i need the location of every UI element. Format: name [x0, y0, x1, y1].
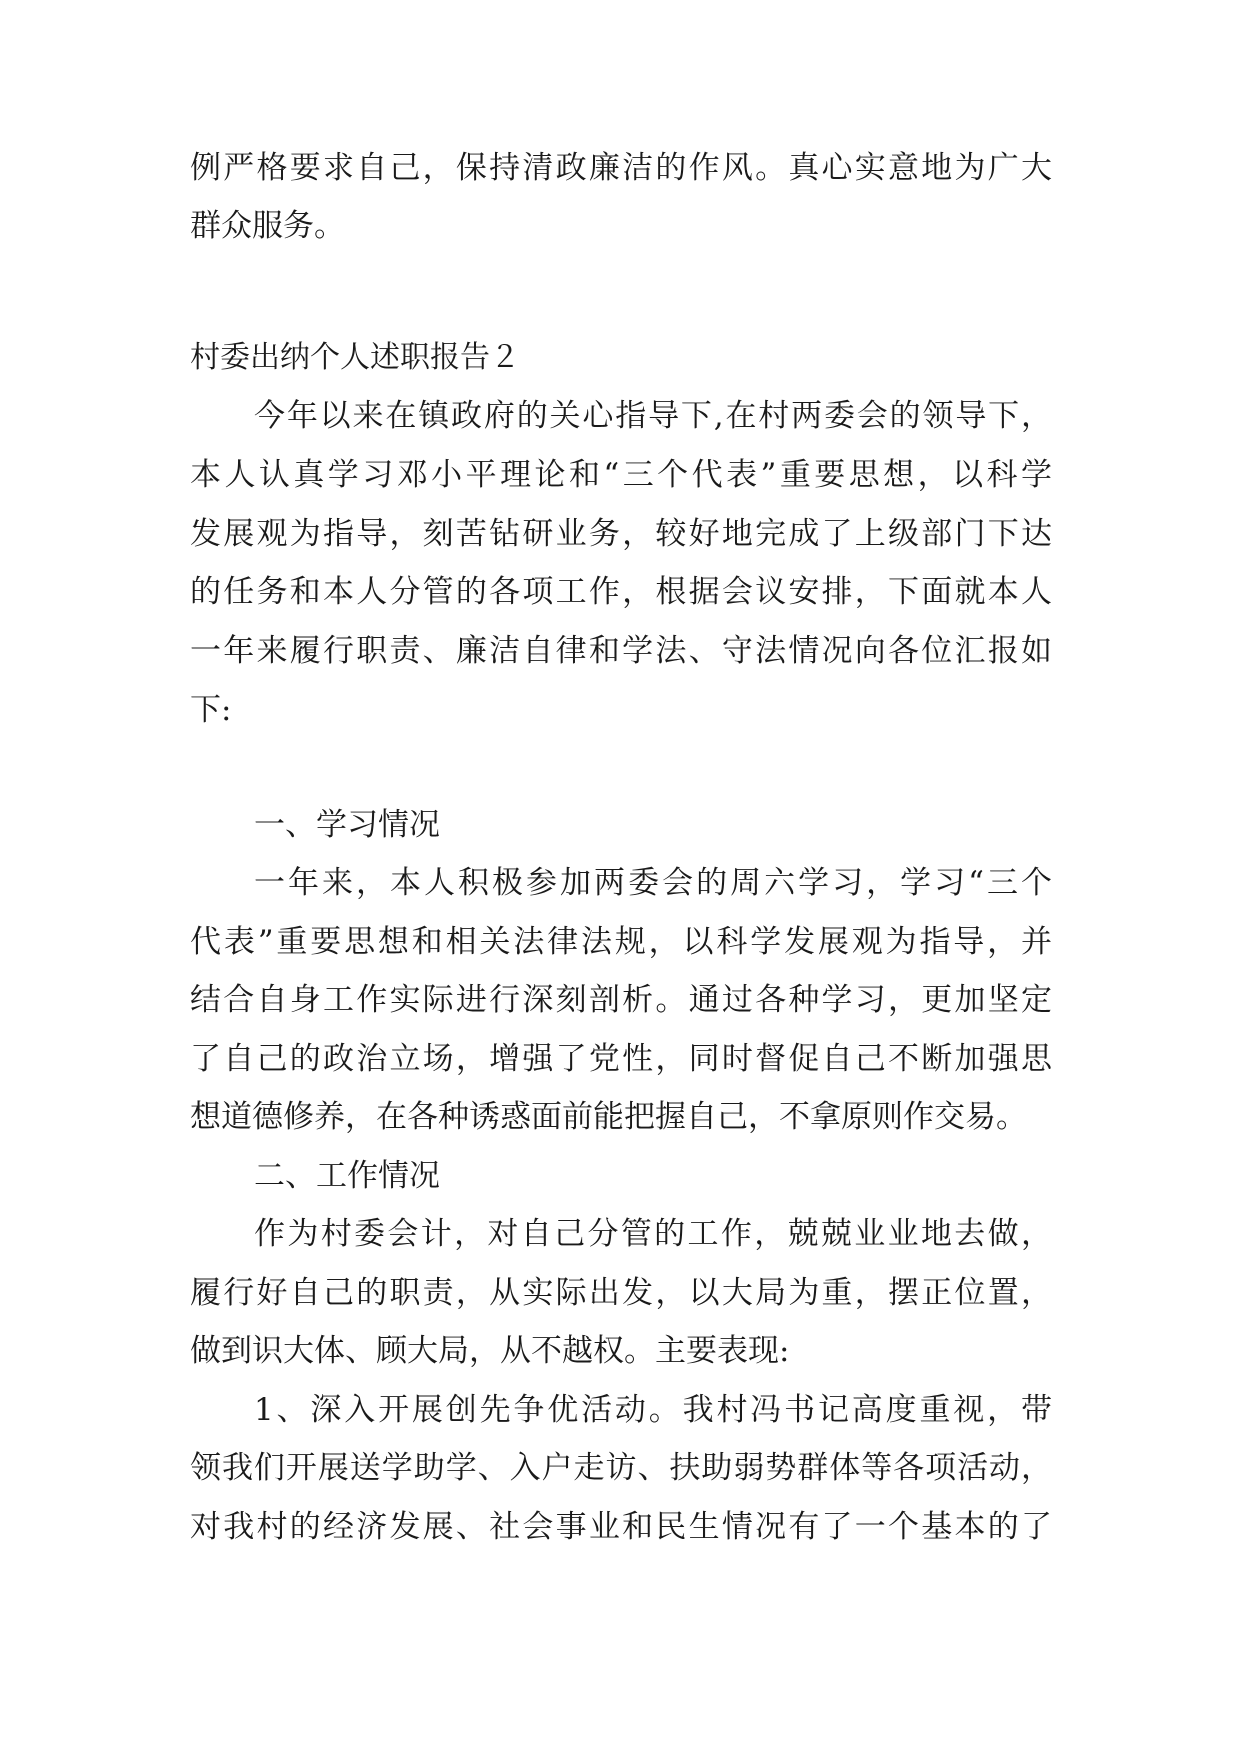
section-title: 村委出纳个人述职报告２: [190, 340, 520, 375]
subsection-heading: 二、工作情况: [254, 1158, 440, 1194]
paragraph-line: 一年来履行职责、廉洁自律和学法、守法情况向各位汇报如: [190, 633, 1052, 669]
paragraph-line: 想道德修养，在各种诱惑面前能把握自己，不拿原则作交易。: [190, 1099, 1027, 1135]
paragraph-line: 例严格要求自己，保持清政廉洁的作风。真心实意地为广大: [190, 150, 1052, 186]
paragraph-line: 了自己的政治立场，增强了党性，同时督促自己不断加强思: [190, 1041, 1052, 1077]
paragraph-line: 作为村委会计，对自己分管的工作，兢兢业业地去做，: [254, 1216, 1052, 1252]
paragraph-line: 群众服务。: [190, 208, 345, 244]
paragraph-line: 发展观为指导，刻苦钻研业务，较好地完成了上级部门下达: [190, 516, 1052, 552]
paragraph-line: 本人认真学习邓小平理论和“三个代表”重要思想，以科学: [190, 457, 1052, 493]
paragraph-line: 的任务和本人分管的各项工作，根据会议安排，下面就本人: [190, 574, 1052, 610]
paragraph-line: 一年来，本人积极参加两委会的周六学习，学习“三个: [254, 865, 1052, 901]
paragraph-line: 代表”重要思想和相关法律法规，以科学发展观为指导，并: [190, 924, 1052, 960]
paragraph-line: 结合自身工作实际进行深刻剖析。通过各种学习，更加坚定: [190, 982, 1052, 1018]
paragraph-line: 履行好自己的职责，从实际出发，以大局为重，摆正位置，: [190, 1275, 1052, 1311]
subsection-heading: 一、学习情况: [254, 807, 440, 843]
paragraph-line: 做到识大体、顾大局，从不越权。主要表现:: [190, 1333, 790, 1369]
paragraph-line: 领我们开展送学助学、入户走访、扶助弱势群体等各项活动，: [190, 1450, 1052, 1486]
paragraph-line: 对我村的经济发展、社会事业和民生情况有了一个基本的了: [190, 1509, 1052, 1545]
paragraph-line: 下:: [190, 692, 232, 728]
paragraph-line: 1、深入开展创先争优活动。我村冯书记高度重视，带: [254, 1392, 1052, 1428]
paragraph-line: 今年以来在镇政府的关心指导下,在村两委会的领导下，: [254, 398, 1052, 434]
